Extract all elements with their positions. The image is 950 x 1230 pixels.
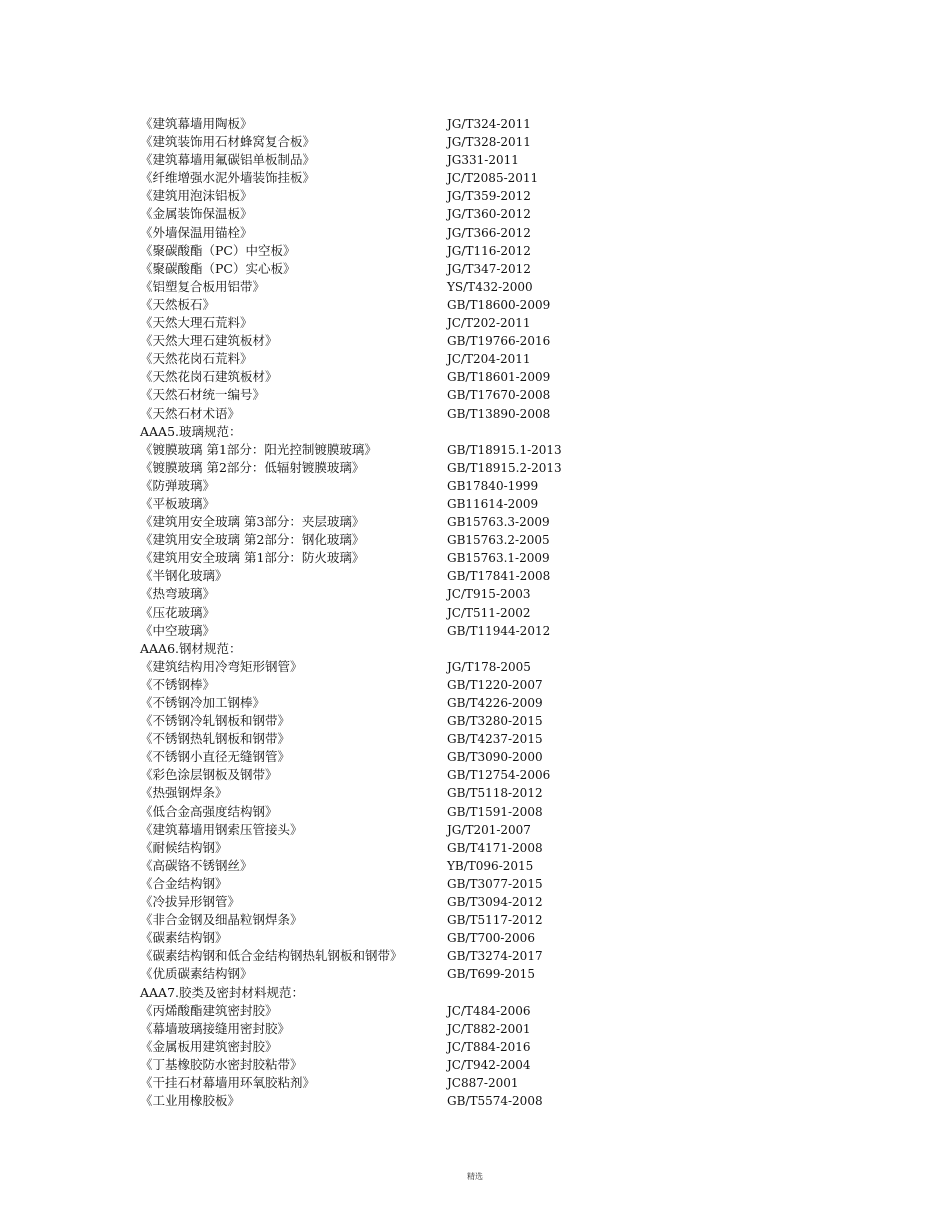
standard-row (140, 1020, 840, 1038)
standard-name: 《聚碳酸酯（PC）实心板》 (140, 260, 296, 276)
standard-name: 《建筑用安全玻璃 第3部分：夹层玻璃》 (140, 514, 365, 530)
standard-code: JG331-2011 (447, 153, 519, 168)
standard-row (140, 260, 840, 278)
standard-code: YS/T432-2000 (447, 279, 533, 294)
standard-name: 《平板玻璃》 (140, 495, 216, 511)
standard-row (140, 314, 840, 332)
standard-name: 《不锈钢冷轧钢板和钢带》 (140, 713, 291, 729)
standard-row (140, 242, 840, 260)
standard-code: GB/T3077-2015 (447, 876, 543, 891)
standard-row (140, 929, 840, 947)
standard-name: 《天然石材术语》 (140, 405, 241, 421)
standard-name: 《不锈钢小直径无缝钢管》 (140, 749, 291, 765)
standard-code: JG/T360-2012 (447, 207, 531, 222)
standard-code: JC887-2001 (447, 1075, 519, 1090)
section-heading (140, 423, 840, 441)
standard-row (140, 604, 840, 622)
standard-name: 《优质碳素结构钢》 (140, 966, 253, 982)
standard-name: 《建筑幕墙用钢索压管接头》 (140, 821, 303, 837)
standard-code: JC/T202-2011 (447, 316, 531, 331)
standard-row (140, 169, 840, 187)
standard-code: JG/T347-2012 (447, 261, 531, 276)
standard-code: GB/T1220-2007 (447, 677, 543, 692)
standard-code: GB/T18915.1-2013 (447, 442, 562, 457)
standard-row (140, 549, 840, 567)
standard-row (140, 386, 840, 404)
standard-name: 《冷拔异形钢管》 (140, 894, 241, 910)
standard-code: GB/T18600-2009 (447, 297, 551, 312)
standard-code: JG/T366-2012 (447, 225, 531, 240)
standard-name: 《彩色涂层钢板及钢带》 (140, 767, 278, 783)
standard-code: GB/T18915.2-2013 (447, 460, 562, 475)
standard-name: 《建筑幕墙用陶板》 (140, 116, 253, 131)
standard-code: JG/T116-2012 (447, 243, 531, 258)
standard-row (140, 1092, 840, 1110)
standard-row (140, 567, 840, 585)
standard-row (140, 821, 840, 839)
standard-code: GB/T3090-2000 (447, 750, 543, 765)
standard-name: 《不锈钢冷加工钢棒》 (140, 695, 266, 710)
standard-code: GB/T3280-2015 (447, 714, 543, 729)
standard-name: 《干挂石材幕墙用环氧胶粘剂》 (140, 1074, 316, 1090)
standard-code: JC/T915-2003 (447, 587, 531, 602)
standard-name: 《建筑用安全玻璃 第2部分：钢化玻璃》 (140, 532, 365, 548)
standard-name: 《合金结构钢》 (140, 875, 228, 891)
standard-code: GB/T5574-2008 (447, 1094, 543, 1109)
standard-code: GB/T11944-2012 (447, 623, 551, 638)
standard-row (140, 784, 840, 802)
standard-name: 《外墙保温用锚栓》 (140, 224, 253, 240)
standard-row (140, 133, 840, 151)
standard-code: JC/T2085-2011 (447, 171, 539, 186)
standard-name: 《幕墙玻璃接缝用密封胶》 (140, 1020, 291, 1036)
section-heading (140, 984, 840, 1002)
section-title: AAA6.钢材规范： (140, 640, 242, 656)
standard-name: 《金属板用建筑密封胶》 (140, 1038, 278, 1054)
standard-row (140, 676, 840, 694)
standard-name: 《天然石材统一编号》 (140, 387, 266, 403)
standard-name: 《建筑用泡沫铝板》 (140, 188, 253, 204)
standard-code: GB/T17670-2008 (447, 388, 551, 403)
standard-name: 《镀膜玻璃 第2部分：低辐射镀膜玻璃》 (140, 459, 365, 475)
standard-name: 《碳素结构钢》 (140, 930, 228, 946)
standard-code: GB/T13890-2008 (447, 406, 551, 421)
standard-name: 《耐候结构钢》 (140, 839, 228, 855)
standard-name: 《非合金钢及细晶粒钢焊条》 (140, 912, 303, 928)
standard-row (140, 278, 840, 296)
standard-name: 《压花玻璃》 (140, 604, 216, 620)
standard-row (140, 459, 840, 477)
standard-name: 《纤维增强水泥外墙装饰挂板》 (140, 170, 316, 186)
standard-row (140, 766, 840, 784)
standard-name: 《天然板石》 (140, 296, 216, 312)
standard-code: YB/T096-2015 (447, 858, 534, 873)
standard-code: JC/T942-2004 (447, 1057, 531, 1072)
standard-row (140, 658, 840, 676)
page-footer: 精选 (467, 1172, 483, 1181)
standard-name: 《低合金高强度结构钢》 (140, 803, 278, 819)
standard-name: 《天然花岗石建筑板材》 (140, 369, 278, 385)
standard-name: 《工业用橡胶板》 (140, 1093, 241, 1109)
standard-code: GB11614-2009 (447, 496, 539, 511)
section-title: AAA5.玻璃规范： (140, 423, 242, 439)
standard-row (140, 513, 840, 531)
standard-name: 《中空玻璃》 (140, 622, 216, 638)
standard-name: 《不锈钢热轧钢板和钢带》 (140, 731, 291, 747)
standard-row (140, 1074, 840, 1092)
standard-row (140, 350, 840, 368)
standard-code: JC/T204-2011 (447, 352, 531, 367)
standard-row (140, 893, 840, 911)
standard-name: 《热弯玻璃》 (140, 586, 216, 602)
standard-code: GB17840-1999 (447, 478, 539, 493)
standard-row (140, 803, 840, 821)
standard-row (140, 187, 840, 205)
standard-code: GB/T12754-2006 (447, 768, 551, 783)
standard-row (140, 875, 840, 893)
standard-row (140, 965, 840, 983)
standard-row (140, 205, 840, 223)
standard-name: 《建筑用安全玻璃 第1部分：防火玻璃》 (140, 550, 365, 566)
standard-name: 《天然大理石荒料》 (140, 315, 253, 331)
standard-code: GB/T1591-2008 (447, 804, 543, 819)
standard-code: GB/T4226-2009 (447, 696, 543, 710)
standard-name: 《半钢化玻璃》 (140, 568, 228, 584)
standard-row (140, 495, 840, 513)
standard-code: JG/T328-2011 (447, 135, 531, 150)
standard-name: 《防弹玻璃》 (140, 477, 216, 493)
standard-row (140, 712, 840, 730)
standard-row (140, 1002, 840, 1020)
standard-code: JC/T882-2001 (447, 1021, 531, 1036)
standard-code: GB/T17841-2008 (447, 569, 551, 584)
standard-row (140, 1056, 840, 1074)
standard-row (140, 224, 840, 242)
standard-row (140, 332, 840, 350)
section-heading (140, 640, 840, 658)
standard-code: JC/T511-2002 (447, 605, 531, 620)
standard-row (140, 585, 840, 603)
standard-row (140, 531, 840, 549)
standard-row (140, 622, 840, 640)
standard-row (140, 694, 840, 712)
standard-row (140, 115, 840, 133)
standard-name: 《建筑装饰用石材蜂窝复合板》 (140, 134, 316, 150)
standard-code: JG/T324-2011 (447, 117, 531, 131)
standard-code: JG/T201-2007 (447, 822, 531, 837)
standard-name: 《建筑幕墙用氟碳铝单板制品》 (140, 152, 316, 168)
standard-code: GB15763.2-2005 (447, 533, 550, 548)
standard-name: 《热强钢焊条》 (140, 785, 228, 801)
standard-code: GB/T3274-2017 (447, 949, 543, 964)
standard-row (140, 748, 840, 766)
standard-code: GB/T18601-2009 (447, 370, 551, 385)
standard-row (140, 368, 840, 386)
standard-row (140, 1038, 840, 1056)
standard-row (140, 857, 840, 875)
standard-code: GB/T700-2006 (447, 931, 535, 946)
standard-code: GB/T5118-2012 (447, 786, 543, 801)
standard-row (140, 296, 840, 314)
standard-name: 《高碳铬不锈钢丝》 (140, 857, 253, 873)
standard-name: 《镀膜玻璃 第1部分：阳光控制镀膜玻璃》 (140, 441, 377, 457)
standard-code: GB15763.1-2009 (447, 551, 550, 566)
standard-code: GB/T19766-2016 (447, 334, 551, 349)
standard-row (140, 947, 840, 965)
standard-row (140, 730, 840, 748)
standard-name: 《天然花岗石荒料》 (140, 351, 253, 367)
standard-row (140, 839, 840, 857)
standard-code: JG/T178-2005 (447, 659, 531, 674)
standard-code: JC/T484-2006 (447, 1003, 531, 1018)
standard-name: 《聚碳酸酯（PC）中空板》 (140, 242, 296, 258)
standard-code: GB/T4171-2008 (447, 840, 543, 855)
standard-row (140, 151, 840, 169)
standard-row (140, 911, 840, 929)
standard-row (140, 441, 840, 459)
standard-name: 《天然大理石建筑板材》 (140, 333, 278, 349)
standard-code: GB/T3094-2012 (447, 895, 543, 910)
standard-name: 《金属装饰保温板》 (140, 206, 253, 222)
standard-code: JG/T359-2012 (447, 189, 531, 204)
standard-name: 《不锈钢棒》 (140, 676, 216, 692)
standards-list (140, 115, 840, 1110)
standard-row (140, 405, 840, 423)
standard-row (140, 477, 840, 495)
standard-name: 《丁基橡胶防水密封胶粘带》 (140, 1056, 303, 1072)
standard-name: 《铝塑复合板用铝带》 (140, 278, 266, 294)
standard-code: GB/T4237-2015 (447, 732, 543, 747)
standard-code: JC/T884-2016 (447, 1039, 531, 1054)
standard-name: 《丙烯酸酯建筑密封胶》 (140, 1002, 278, 1018)
standard-name: 《建筑结构用冷弯矩形钢管》 (140, 658, 303, 674)
standard-code: GB/T5117-2012 (447, 913, 543, 928)
standard-code: GB/T699-2015 (447, 967, 535, 982)
standard-code: GB15763.3-2009 (447, 515, 550, 530)
standard-name: 《碳素结构钢和低合金结构钢热轧钢板和钢带》 (140, 948, 403, 964)
section-title: AAA7.胶类及密封材料规范： (140, 984, 305, 1000)
